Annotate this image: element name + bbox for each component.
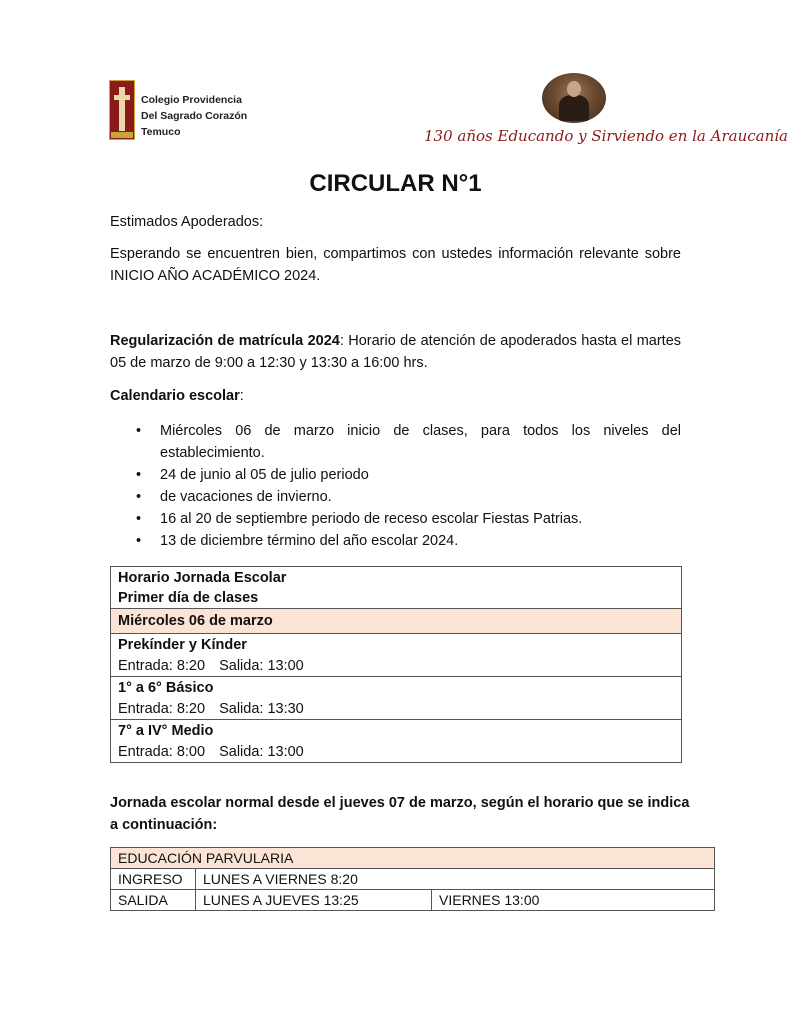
schedule-title: Horario Jornada Escolar (118, 570, 287, 586)
table-row (111, 890, 715, 911)
matricula-text: : Horario de atención de apoderados hasta el martes 05 de marzo de 9:00 a 12:30 y 13:30 a 16:00 hrs. (110, 333, 682, 371)
bullet-icon: • (136, 533, 142, 549)
schedule-subtitle: Primer día de clases (118, 590, 259, 606)
calendario-colon: : (239, 388, 244, 404)
group-name: Prekínder y Kínder (118, 637, 247, 653)
school-name-line-3: Temuco (141, 126, 181, 138)
row-label: SALIDA (111, 890, 196, 911)
group-name: 1° a 6° Básico (118, 680, 214, 696)
list-item (110, 508, 681, 530)
school-name (141, 92, 247, 140)
row-value: VIERNES 13:00 (432, 890, 715, 911)
calendario-heading (110, 386, 681, 408)
intro-paragraph: Esperando se encuentren bien, compartimos con ustedes información relevante sobre INICIO AÑO ACADÉMICO 2024. (110, 246, 681, 284)
schedule-day: Miércoles 06 de marzo (111, 608, 681, 633)
list-item (110, 420, 681, 464)
bullet-icon: • (136, 467, 142, 483)
list-item-text: Miércoles 06 de marzo inicio de clases, para todos los niveles del establecimiento. (160, 423, 681, 461)
list-item (110, 486, 681, 508)
entrada-time: Entrada: 8:00 (118, 743, 206, 760)
school-name-line-2: Del Sagrado Corazón (141, 110, 248, 122)
school-name-line-1: Colegio Providencia (141, 94, 242, 106)
list-item (110, 530, 681, 552)
table-row (111, 719, 681, 762)
calendario-label: Calendario escolar (110, 388, 240, 404)
entrada-time: Entrada: 8:20 (118, 657, 206, 674)
table-row (111, 869, 715, 890)
first-day-schedule-table (110, 566, 682, 763)
row-value: LUNES A VIERNES 8:20 (196, 869, 715, 890)
normal-schedule-paragraph: Jornada escolar normal desde el jueves 07 de marzo, según el horario que se indica a continuación: (110, 795, 690, 833)
greeting: Estimados Apoderados: (110, 214, 264, 230)
matricula-paragraph (110, 331, 681, 374)
table-row (111, 676, 681, 719)
row-value: LUNES A JUEVES 13:25 (196, 890, 432, 911)
anniversary-motto: 130 años Educando y Sirviendo en la Araucanía (424, 127, 788, 145)
school-logo (109, 80, 135, 140)
page-title: CIRCULAR N°1 (309, 170, 482, 197)
group-times (118, 699, 674, 720)
calendar-list (110, 420, 681, 552)
matricula-label: Regularización de matrícula 2024 (110, 333, 340, 349)
schedule-table-header (111, 567, 681, 608)
salida-time: Salida: 13:00 (219, 657, 304, 674)
list-item-text: de vacaciones de invierno. (160, 489, 332, 505)
row-label: INGRESO (111, 869, 196, 890)
salida-time: Salida: 13:30 (219, 700, 304, 717)
parvularia-heading: EDUCACIÓN PARVULARIA (111, 848, 715, 869)
table-header-row (111, 848, 715, 869)
list-item-text: 16 al 20 de septiembre periodo de receso escolar Fiestas Patrias. (160, 511, 583, 527)
entrada-time: Entrada: 8:20 (118, 700, 206, 717)
parvularia-table (110, 847, 715, 911)
group-times (118, 742, 674, 763)
bullet-icon: • (136, 489, 142, 505)
group-name: 7° a IV° Medio (118, 723, 214, 739)
list-item-text: 24 de junio al 05 de julio periodo (160, 467, 369, 483)
founder-portrait (542, 73, 606, 123)
bullet-icon: • (136, 423, 142, 439)
group-times (118, 656, 674, 677)
bullet-icon: • (136, 511, 142, 527)
salida-time: Salida: 13:00 (219, 743, 304, 760)
table-row (111, 633, 681, 676)
list-item (110, 464, 681, 486)
list-item-text: 13 de diciembre término del año escolar 2024. (160, 533, 459, 549)
